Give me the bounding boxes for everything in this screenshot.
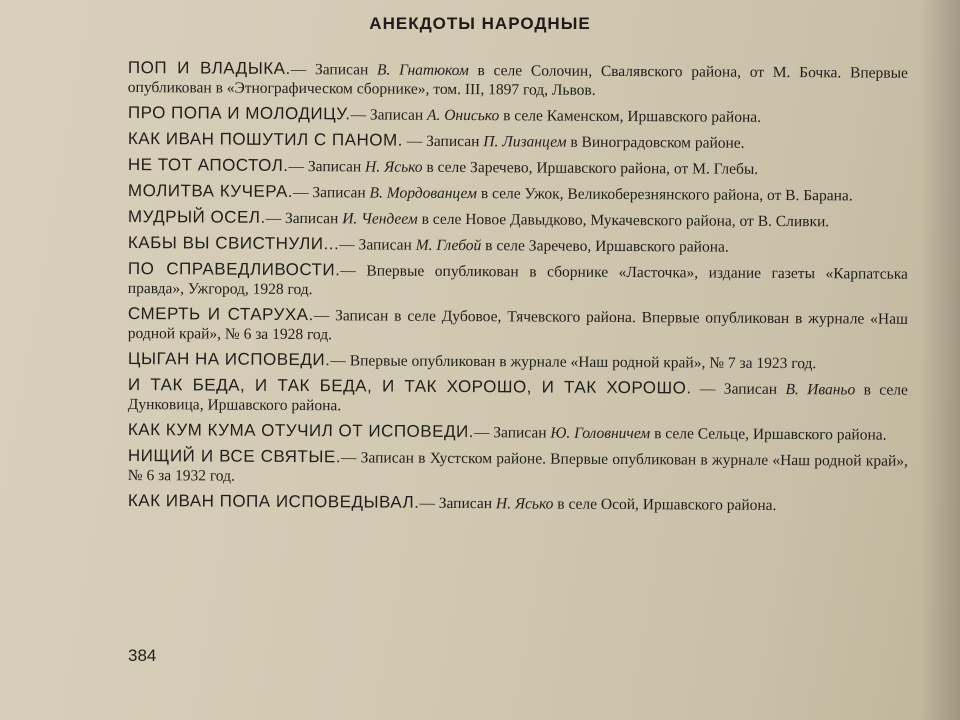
entry-note: — Записан: [691, 380, 786, 399]
entry-note: — Записан: [290, 60, 378, 79]
entry-title: КАК ИВАН ПОШУТИЛ С ПАНОМ.: [127, 129, 403, 150]
entry-title: СМЕРТЬ И СТАРУХА.: [127, 304, 314, 325]
entry-note: в селе Солочин, Свалявского района, от М. Бочка. Впервые опубликован в «Этнографическом сборнике», том. III, 1897 год, Львов.: [127, 62, 908, 99]
entry-note: в селе Дунковица, Иршавского района.: [127, 381, 908, 415]
page-header: АНЕКДОТЫ НАРОДНЫЕ: [369, 14, 591, 33]
entry: [128, 446, 908, 490]
collector-name: Н. Ясько: [495, 495, 554, 513]
entry: [128, 58, 908, 102]
entry: [128, 181, 908, 206]
entry-note: — Впервые опубликован в журнале «Наш родной край», № 7 за 1923 год.: [330, 352, 817, 373]
page-edge-shadow: [920, 0, 960, 720]
entry-title: ЦЫГАН НА ИСПОВЕДИ.: [127, 349, 331, 370]
page-number: 384: [128, 646, 157, 665]
entries-list: [128, 58, 908, 517]
entry-note: — Записан: [473, 424, 551, 442]
entry-note: — Записан: [402, 132, 484, 151]
entry-title: ПОП И ВЛАДЫКА.: [127, 58, 291, 78]
entry-note: — Записан: [419, 494, 496, 513]
collector-name: И. Чендеем: [342, 210, 418, 228]
entry: [128, 155, 908, 180]
entry: [128, 375, 908, 419]
collector-name: А. Онисько: [426, 106, 500, 125]
collector-name: М. Глебой: [415, 236, 482, 255]
entry: [128, 207, 908, 232]
entry-note: в селе Каменском, Иршавского района.: [499, 107, 762, 126]
entry-note: в селе Ужок, Великоберезнянского района, от В. Барана.: [476, 185, 853, 205]
entry: [128, 491, 908, 516]
entry-note: в селе Заречево, Иршавского района, от М. Глебы.: [422, 158, 759, 178]
entry-note: — Записан: [293, 184, 370, 202]
entry-note: в селе Осой, Иршавского района.: [553, 495, 777, 514]
entry: [128, 233, 908, 258]
entry-title: КАК КУМ КУМА ОТУЧИЛ ОТ ИСПОВЕДИ.: [127, 420, 474, 442]
entry-note: — Записан в Хустском районе. Впервые опубликован в журнале «Наш родной край», № 6 за 1932 год.: [127, 449, 908, 485]
entry-note: в селе Сельце, Иршавского района.: [650, 425, 887, 444]
collector-name: Ю. Головничем: [550, 424, 651, 443]
entry-note: — Записан в селе Дубовое, Тячевского района. Впервые опубликован в журнале «Наш родной край», № 6 за 1928 год.: [127, 307, 908, 344]
entry-title: ПРО ПОПА И МОЛОДИЦУ.: [127, 103, 351, 124]
entry: [128, 129, 908, 154]
entry-note: — Записан: [288, 157, 366, 176]
entry-title: НИЩИЙ И ВСЕ СВЯТЫЕ.: [127, 446, 342, 467]
entry-note: в селе Новое Давыдково, Мукачевского района, от В. Сливки.: [417, 210, 830, 231]
entry-title: ПО СПРАВЕДЛИВОСТИ.: [127, 259, 341, 280]
collector-name: П. Лизанцем: [483, 133, 567, 151]
entry-title: НЕ ТОТ АПОСТОЛ.: [127, 155, 289, 175]
entry-title: МОЛИТВА КУЧЕРА.: [127, 181, 294, 202]
entry: [128, 103, 908, 128]
entry-note: в Виноградовском районе.: [566, 133, 745, 152]
entry-title: МУДРЫЙ ОСЕЛ.: [127, 207, 266, 227]
collector-name: В. Мордованцем: [369, 184, 478, 203]
entry-title: КАБЫ ВЫ СВИСТНУЛИ...: [127, 233, 340, 254]
collector-name: Н. Ясько: [365, 158, 423, 176]
entry-note: — Записан: [265, 209, 343, 228]
entry: [128, 259, 908, 303]
entry-note: — Записан: [350, 106, 428, 124]
entry: [128, 349, 908, 374]
entry-note: — Впервые опубликован в сборнике «Ласточка», издание газеты «Карпатська правда», Ужгород, 1928 год.: [127, 262, 908, 299]
entry-note: — Записан: [339, 236, 416, 254]
collector-name: В. Гнатюком: [376, 61, 469, 80]
entry-note: в селе Заречево, Иршавского района.: [481, 237, 729, 256]
entry-title: КАК ИВАН ПОПА ИСПОВЕДЫВАЛ.: [127, 491, 420, 512]
entry: [128, 420, 908, 445]
entry-title: И ТАК БЕДА, И ТАК БЕДА, И ТАК ХОРОШО, И ТАК ХОРОШО.: [127, 375, 692, 398]
entry: [128, 304, 908, 348]
collector-name: В. Иваньо: [785, 381, 856, 399]
